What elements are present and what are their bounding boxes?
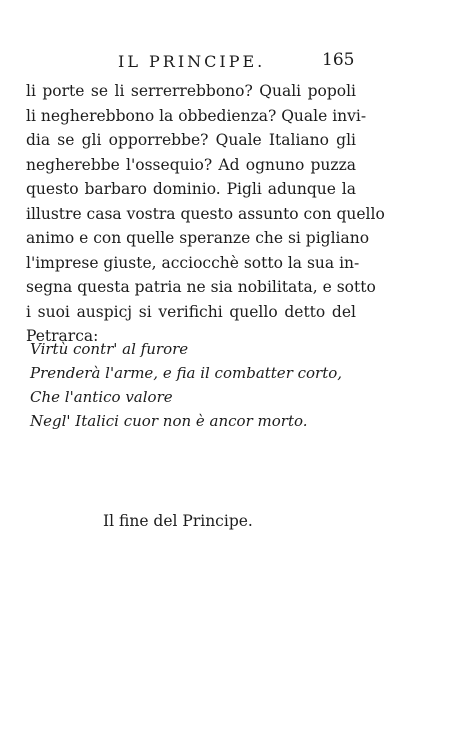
- text-line: l'imprese giuste, acciocchè sotto la sua in-: [26, 253, 360, 272]
- prose-paragraph: [26, 79, 385, 349]
- verse-quotation: [30, 337, 370, 433]
- verse-line: Prenderà l'arme, e fia il combatter corto,: [30, 364, 343, 382]
- text-line: dia se gli opporrebbe? Quale Italiano gli: [26, 131, 356, 149]
- page-header: [0, 50, 465, 76]
- running-title: IL PRINCIPE.: [118, 52, 266, 71]
- text-line: i suoi auspicj si verifichi quello detto del: [26, 302, 356, 321]
- verse-line: Virtù contr' al furore: [30, 340, 189, 358]
- text-line: negherebbe l'ossequio? Ad ognuno puzza: [26, 155, 356, 174]
- verse-line: Che l'antico valore: [30, 388, 173, 406]
- text-line: li negherebbono la obbedienza? Quale invi-: [26, 106, 367, 125]
- page-number: 165: [322, 50, 355, 70]
- text-line: segna questa patria ne sia nobilitata, e sotto: [26, 278, 376, 296]
- text-line: animo e con quelle speranze che si pigliano: [26, 229, 370, 247]
- text-line: illustre casa vostra questo assunto con quello: [26, 204, 385, 223]
- text-line: Petrarca:: [26, 327, 99, 345]
- verse-line: Negl' Italici cuor non è ancor morto.: [30, 412, 308, 430]
- closing-line: Il fine del Principe.: [103, 512, 253, 530]
- text-line: questo barbaro dominio. Pigli adunque la: [26, 180, 356, 198]
- text-line: li porte se li serrerrebbono? Quali popoli: [26, 82, 356, 100]
